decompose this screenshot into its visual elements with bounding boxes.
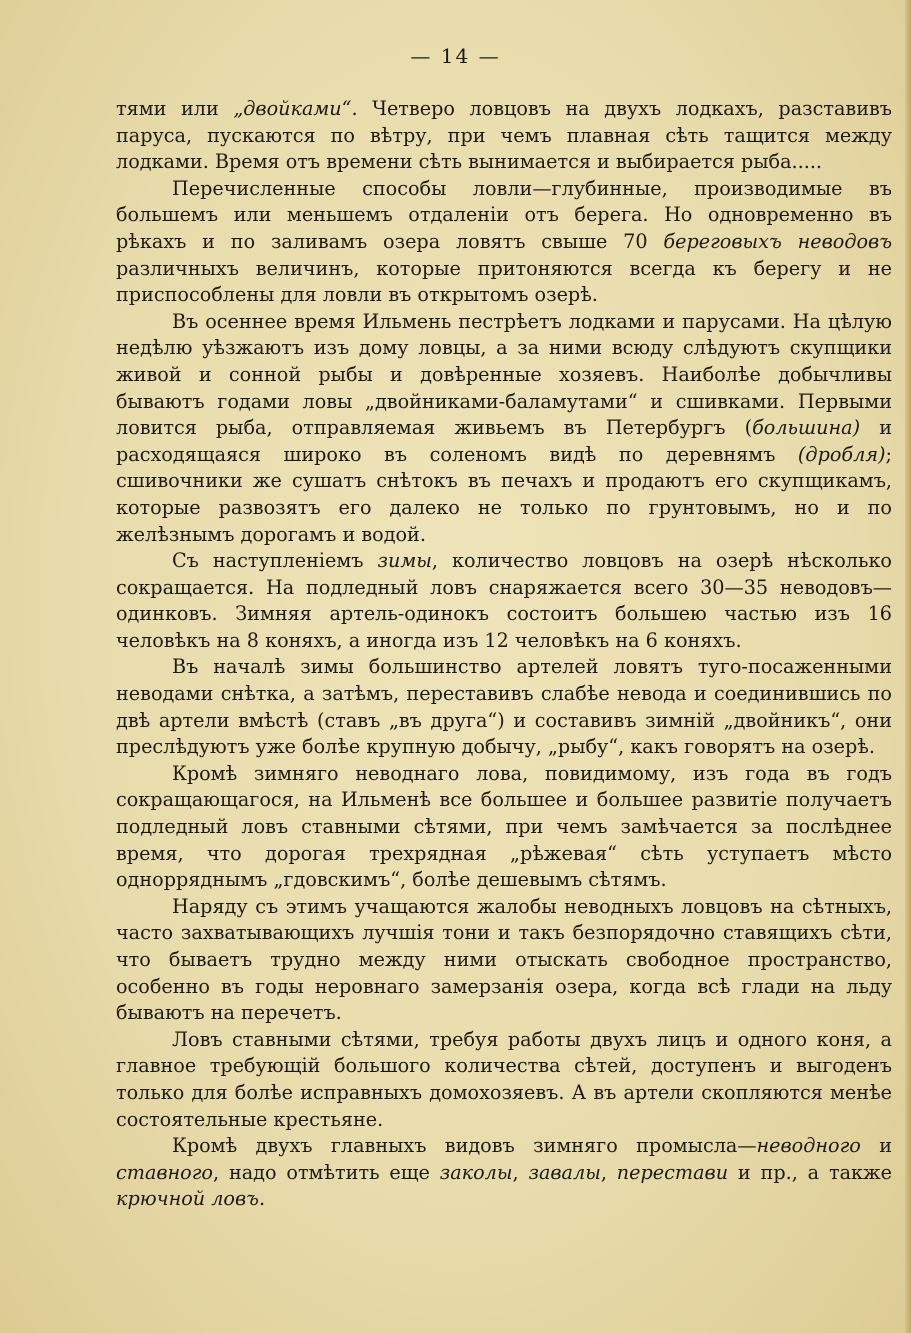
paragraph [116,894,892,1027]
text-run: . [258,1187,266,1211]
text-run: тями или [116,97,234,120]
text-run: . Четверо ловцовъ на двухъ лодкахъ, разставивъ паруса, пускаются по вѣтру, при чемъ плавная сѣть тащится между лодками. Время отъ времени сѣть вынимается и выбирается рыба..... [116,97,892,174]
text-run: и [860,1134,892,1158]
paragraph [116,548,892,654]
italic-text: крючной ловъ [116,1187,259,1211]
paragraph [116,176,892,309]
text-run: , надо отмѣтить еще [213,1160,440,1184]
paragraph [116,761,892,894]
paragraph [116,96,892,176]
page-number: — 14 — [410,44,501,68]
text-run: и пр., а также [728,1160,893,1184]
text-run: различныхъ величинъ, которые притоняются всегда къ берегу и не приспособлены для ловли въ открытомъ озерѣ. [116,256,892,307]
italic-text: перестави [616,1160,729,1184]
italic-text: зимы [377,549,432,573]
italic-text: береговыхъ неводовъ [663,229,892,253]
text-run: , количество ловцовъ на озерѣ нѣсколько сокращается. На подледный ловъ снаряжается всего 30—35 неводовъ—одинковъ. Зимняя артель-одинокъ состоитъ большею частью изъ 16 человѣкъ на 8 коняхъ, а иногда изъ 12 человѣкъ на 6 коняхъ. [116,549,892,652]
body-text [116,96,892,1213]
italic-text: ставного [116,1160,213,1184]
text-run: Перечисленные способы ловли—глубинные, производимые въ большемъ или меньшемъ отдаленіи отъ берега. Но одновременно въ рѣкахъ и по заливамъ озера ловятъ свыше 70 [116,176,892,253]
text-run: , [600,1160,617,1184]
paragraph [116,1133,892,1213]
text-run: и расходящаяся широко въ соленомъ видѣ по деревнямъ [116,416,893,466]
text-run: Съ наступленіемъ [172,549,378,573]
italic-text: „двойками“ [233,97,352,120]
text-run: ; сшивочники же сушатъ снѣтокъ въ печахъ и продаютъ его скупщикамъ, которые развозятъ его далеко не только по грунтовымъ, но и по желѣзнымъ дорогамъ и водой. [116,442,892,546]
italic-text: неводного [756,1134,861,1158]
paragraph [116,1027,892,1133]
text-run: , [512,1160,529,1184]
italic-text: завалы [528,1160,601,1184]
paragraph [116,309,892,548]
text-run: Въ осеннее время Ильмень пестрѣетъ лодками и парусами. На цѣлую недѣлю уѣзжаютъ изъ дому ловцы, а за ними всюду слѣдуютъ скупщики живой и сонной рыбы и довѣренные хозяевъ. Наиболѣе добычливы бываютъ годами ловы „двойниками-баламутами“ и сшивками. Первыми ловится рыба, отправляемая живьемъ въ Петербургъ ( [116,309,892,440]
text-run: Въ началѣ зимы большинство артелей ловятъ туго-посаженными неводами снѣтка, а затѣмъ, переставивъ слабѣе невода и соединившись по двѣ артели вмѣстѣ (ставъ „въ друга“) и составивъ зимній „двойникъ“, они преслѣдуютъ уже болѣе крупную добычу, „рыбу“, какъ говорятъ на озерѣ. [116,655,892,759]
paragraph [116,654,892,760]
text-run: Ловъ ставными сѣтями, требуя работы двухъ лицъ и одного коня, а главное требующій большого количества сѣтей, доступенъ и выгоденъ только для болѣе исправныхъ домохозяевъ. А въ артели скопляются менѣе состоятельные крестьяне. [116,1027,892,1131]
italic-text: (дробля) [797,442,886,466]
text-run: Кромѣ зимняго неводнаго лова, повидимому, изъ года въ годъ сокращающагося, на Ильменѣ все большее и большее развитіе получаетъ подледный ловъ ставными сѣтями, при чемъ замѣчается за послѣднее время, что дорогая трехрядная „рѣжевая“ сѣть уступаетъ мѣсто однорряднымъ „гдовскимъ“, болѣе дешевымъ сѣтямъ. [116,761,892,892]
italic-text: большина) [752,416,861,440]
italic-text: заколы [439,1160,513,1184]
text-run: Наряду съ этимъ учащаются жалобы неводныхъ ловцовъ на сѣтныхъ, часто захватывающихъ лучшія тони и такъ безпорядочно ставящихъ сѣти, что бываетъ трудно между ними отыскать свободное пространство, особенно въ годы неровнаго замерзанія озера, когда всѣ глади на льду бываютъ на перечетъ. [116,894,892,1025]
text-run: Кромѣ двухъ главныхъ видовъ зимняго промысла— [172,1134,757,1158]
page-edge [905,0,911,1333]
